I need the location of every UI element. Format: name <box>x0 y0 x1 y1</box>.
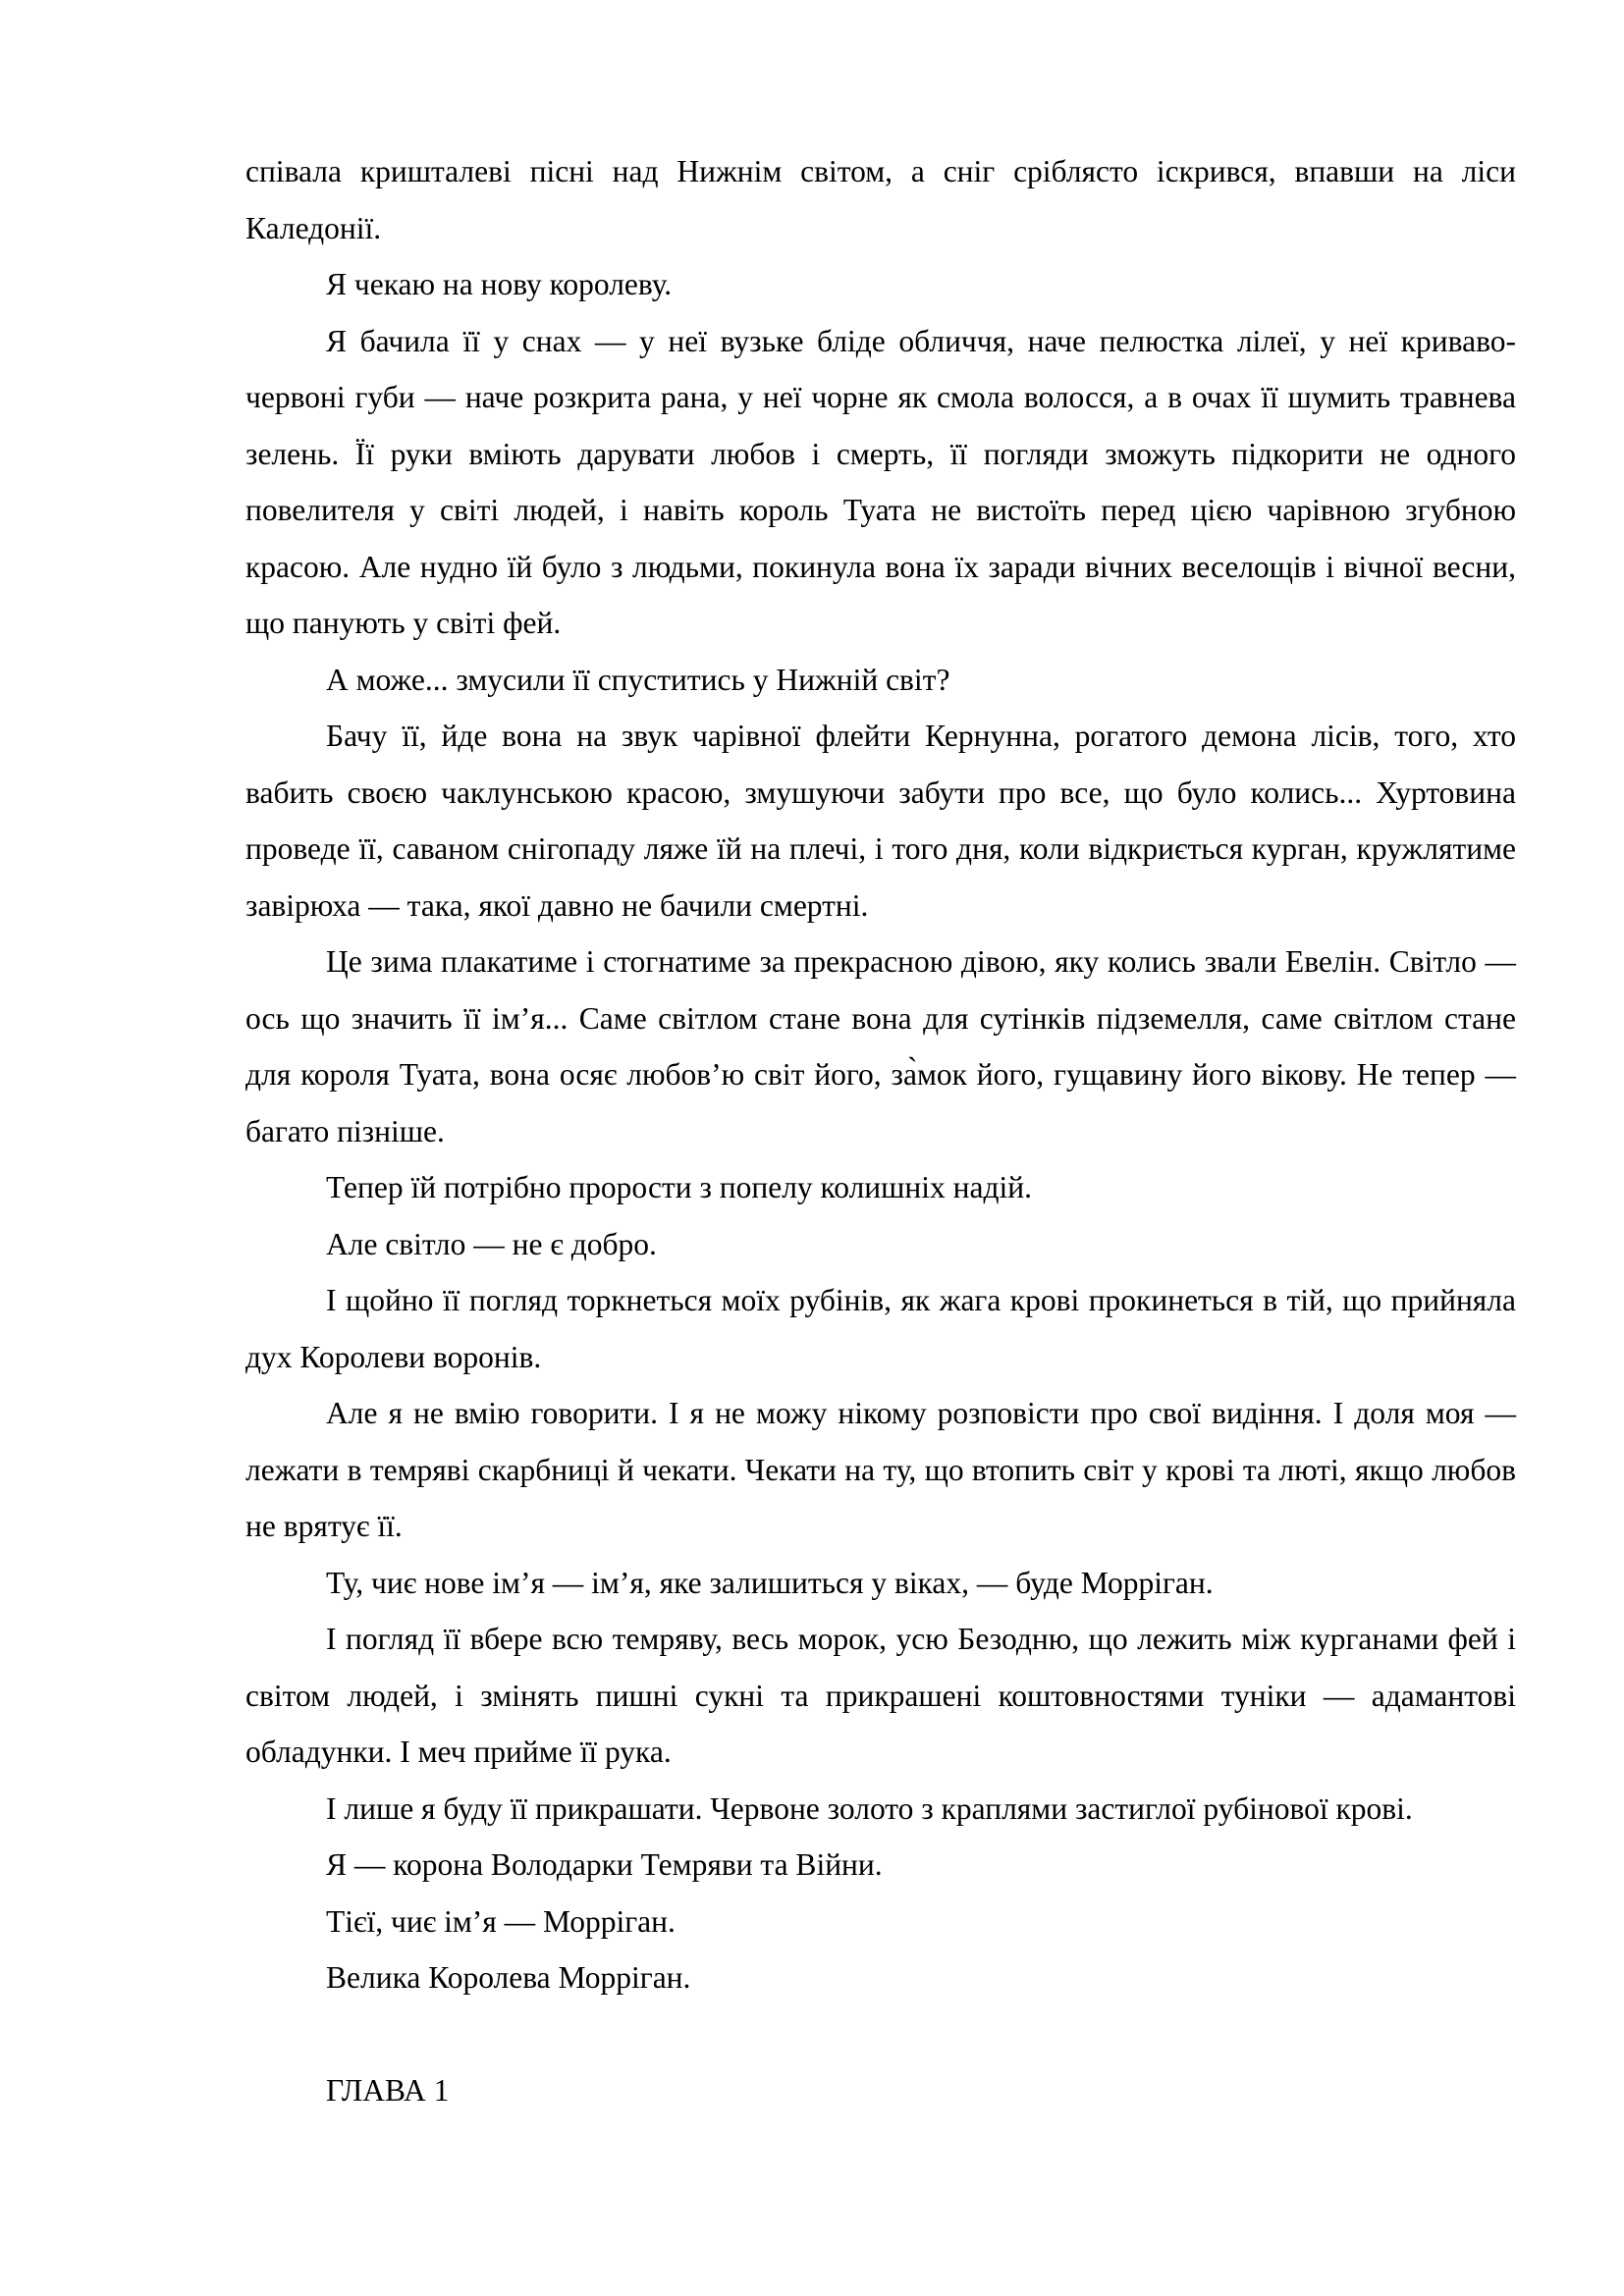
paragraph: Ту, чиє нове ім’я — ім’я, яке залишиться у віках, — буде Морріган. <box>326 1565 1214 1600</box>
paragraph: Я бачила її у снах — у неї вузьке бліде обличчя, наче пелюстка лілеї, у неї криваво-червоні губи — наче розкрита рана, у неї чорне як смола волосся, а в очах її шумить травнева зелень. Її руки вміють дарувати любов і смерть, її погляди зможуть підкорити не одного повелителя у світі людей, і навіть король Туата не вистоїть перед цією чарівною згубною красою. Але нудно їй було з людьми, покинула вона їх заради вічних веселощів і вічної весни, що панують у світі фей. <box>245 323 1516 640</box>
paragraph: Я чекаю на нову королеву. <box>326 267 673 301</box>
paragraph: Тепер їй потрібно прорости з попелу колишніх надій. <box>326 1170 1033 1204</box>
paragraph: А може... змусили її спуститись у Нижній світ? <box>326 662 950 697</box>
paragraph: Велика Королева Морріган. <box>326 1960 691 1995</box>
paragraph: І лише я буду її прикрашати. Червоне золото з краплями застиглої рубінової крові. <box>326 1790 1413 1826</box>
paragraph: Я — корона Володарки Темряви та Війни. <box>326 1847 883 1882</box>
paragraph: Але я не вмію говорити. І я не можу нікому розповісти про свої видіння. І доля моя — лежати в темряві скарбниці й чекати. Чекати на ту, що втопить світ у крові та люті, якщо любов не врятує її. <box>245 1396 1516 1543</box>
paragraph: І щойно її погляд торкнеться моїх рубінів, як жага крові прокинеться в тій, що прийняла дух Королеви воронів. <box>245 1283 1516 1374</box>
paragraph: Це зима плакатиме і стогнатиме за прекрасною дівою, яку колись звали Евелін. Світло — ось що значить її ім’я... Саме світлом стане вона для сутінків підземелля, саме світлом стане для короля Туата, вона осяє любов’ю світ його, за̀мок його, гущавину його вікову. Не тепер — багато пізніше. <box>245 944 1516 1148</box>
paragraph: І погляд її вбере всю темряву, весь морок, усю Безодню, що лежить між курганами фей і світом людей, і змінять пишні сукні та прикрашені коштовностями туніки — адамантові обладунки. І меч прийме її рука. <box>245 1622 1516 1769</box>
document-page <box>245 143 1516 2119</box>
paragraph: Але світло — не є добро. <box>326 1226 657 1261</box>
paragraph-continuation: співала кришталеві пісні над Нижнім світом, а сніг сріблясто іскрився, впавши на ліси Каледонії. <box>245 154 1516 245</box>
chapter-heading: ГЛАВА 1 <box>326 2073 450 2108</box>
paragraph: Тієї, чиє ім’я — Морріган. <box>326 1903 676 1939</box>
paragraph: Бачу її, йде вона на звук чарівної флейти Кернунна, рогатого демона лісів, того, хто вабить своєю чаклунською красою, змушуючи забути про все, що було колись... Хуртовина проведе її, саваном снігопаду ляже їй на плечі, і того дня, коли відкриється курган, кружлятиме завірюха — така, якої давно не бачили смертні. <box>245 719 1516 923</box>
